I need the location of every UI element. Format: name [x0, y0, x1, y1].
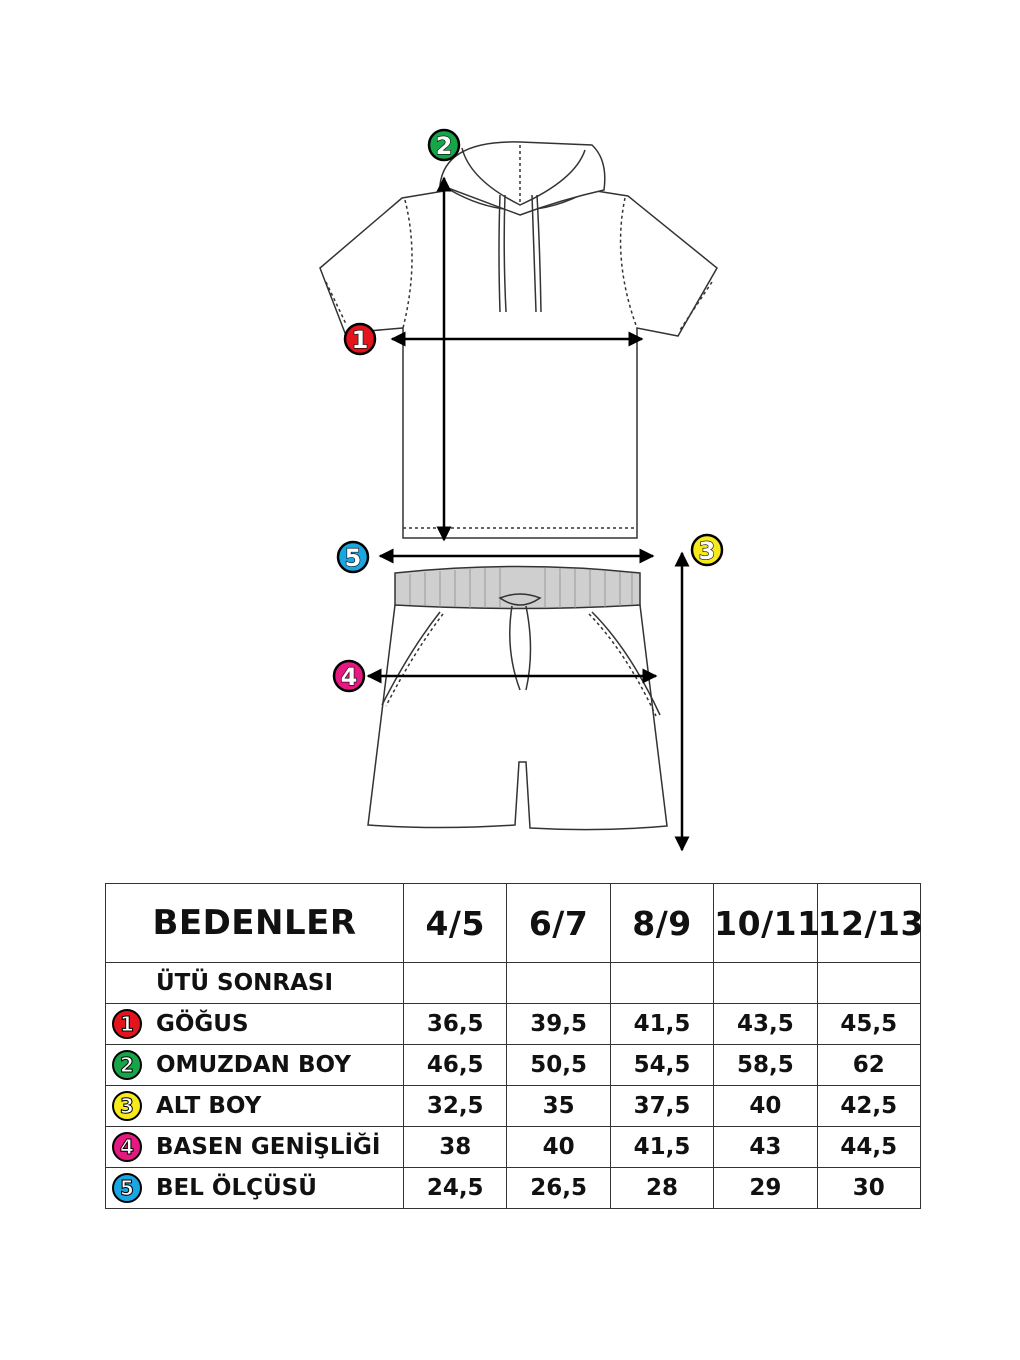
- table-row: [106, 1004, 921, 1045]
- table-cell: 54,5: [610, 1045, 713, 1086]
- table-cell: 62: [817, 1045, 920, 1086]
- badge-4: [334, 661, 364, 691]
- size-header: 4/5: [404, 884, 507, 963]
- table-cell: 43,5: [714, 1004, 817, 1045]
- table-header-row: [106, 884, 921, 963]
- shorts-drawing: [368, 567, 667, 830]
- svg-text:1: 1: [351, 326, 369, 354]
- table-cell: 32,5: [404, 1086, 507, 1127]
- table-cell: 45,5: [817, 1004, 920, 1045]
- header-label: BEDENLER: [106, 884, 404, 963]
- row-label-text: BEL ÖLÇÜSÜ: [156, 1175, 317, 1201]
- subheader-label: ÜTÜ SONRASI: [106, 963, 404, 1004]
- row-number-badge: 4: [112, 1132, 142, 1162]
- svg-text:3: 3: [698, 537, 716, 565]
- row-number-badge: 1: [112, 1009, 142, 1039]
- row-label: [106, 1045, 404, 1086]
- table-row: [106, 1168, 921, 1209]
- table-cell: 38: [404, 1127, 507, 1168]
- table-cell: 40: [507, 1127, 610, 1168]
- table-cell: 24,5: [404, 1168, 507, 1209]
- table-cell: 43: [714, 1127, 817, 1168]
- table-cell: 41,5: [610, 1004, 713, 1045]
- table-cell: 29: [714, 1168, 817, 1209]
- size-header: 12/13: [817, 884, 920, 963]
- row-label: [106, 1004, 404, 1045]
- row-label-text: BASEN GENİŞLİĞİ: [156, 1134, 381, 1160]
- table-cell: 42,5: [817, 1086, 920, 1127]
- table-row: [106, 1127, 921, 1168]
- size-header: 8/9: [610, 884, 713, 963]
- row-number-badge: 5: [112, 1173, 142, 1203]
- table-row: [106, 1086, 921, 1127]
- row-label: [106, 1168, 404, 1209]
- table-cell: 39,5: [507, 1004, 610, 1045]
- size-header: 10/11: [714, 884, 817, 963]
- row-label: [106, 1127, 404, 1168]
- table-cell: 46,5: [404, 1045, 507, 1086]
- table-cell: 28: [610, 1168, 713, 1209]
- table-cell: 44,5: [817, 1127, 920, 1168]
- badge-2: [429, 130, 459, 160]
- svg-text:4: 4: [340, 663, 358, 691]
- row-label-text: OMUZDAN BOY: [156, 1052, 351, 1078]
- table-cell: 30: [817, 1168, 920, 1209]
- table-cell: 36,5: [404, 1004, 507, 1045]
- row-number-badge: 2: [112, 1050, 142, 1080]
- row-label: [106, 1086, 404, 1127]
- table-row: [106, 1045, 921, 1086]
- table-cell: 35: [507, 1086, 610, 1127]
- table-subheader-row: [106, 963, 921, 1004]
- table-cell: 40: [714, 1086, 817, 1127]
- svg-text:2: 2: [435, 132, 453, 160]
- badge-5: [338, 542, 368, 572]
- table-cell: 26,5: [507, 1168, 610, 1209]
- table-cell: 58,5: [714, 1045, 817, 1086]
- row-label-text: GÖĞUS: [156, 1011, 249, 1037]
- table-cell: 50,5: [507, 1045, 610, 1086]
- badge-1: [345, 324, 375, 354]
- badge-3: [692, 535, 722, 565]
- size-table: [105, 883, 924, 1209]
- svg-text:5: 5: [344, 544, 362, 572]
- table-cell: 37,5: [610, 1086, 713, 1127]
- row-label-text: ALT BOY: [156, 1093, 262, 1119]
- size-header: 6/7: [507, 884, 610, 963]
- row-number-badge: 3: [112, 1091, 142, 1121]
- table-cell: 41,5: [610, 1127, 713, 1168]
